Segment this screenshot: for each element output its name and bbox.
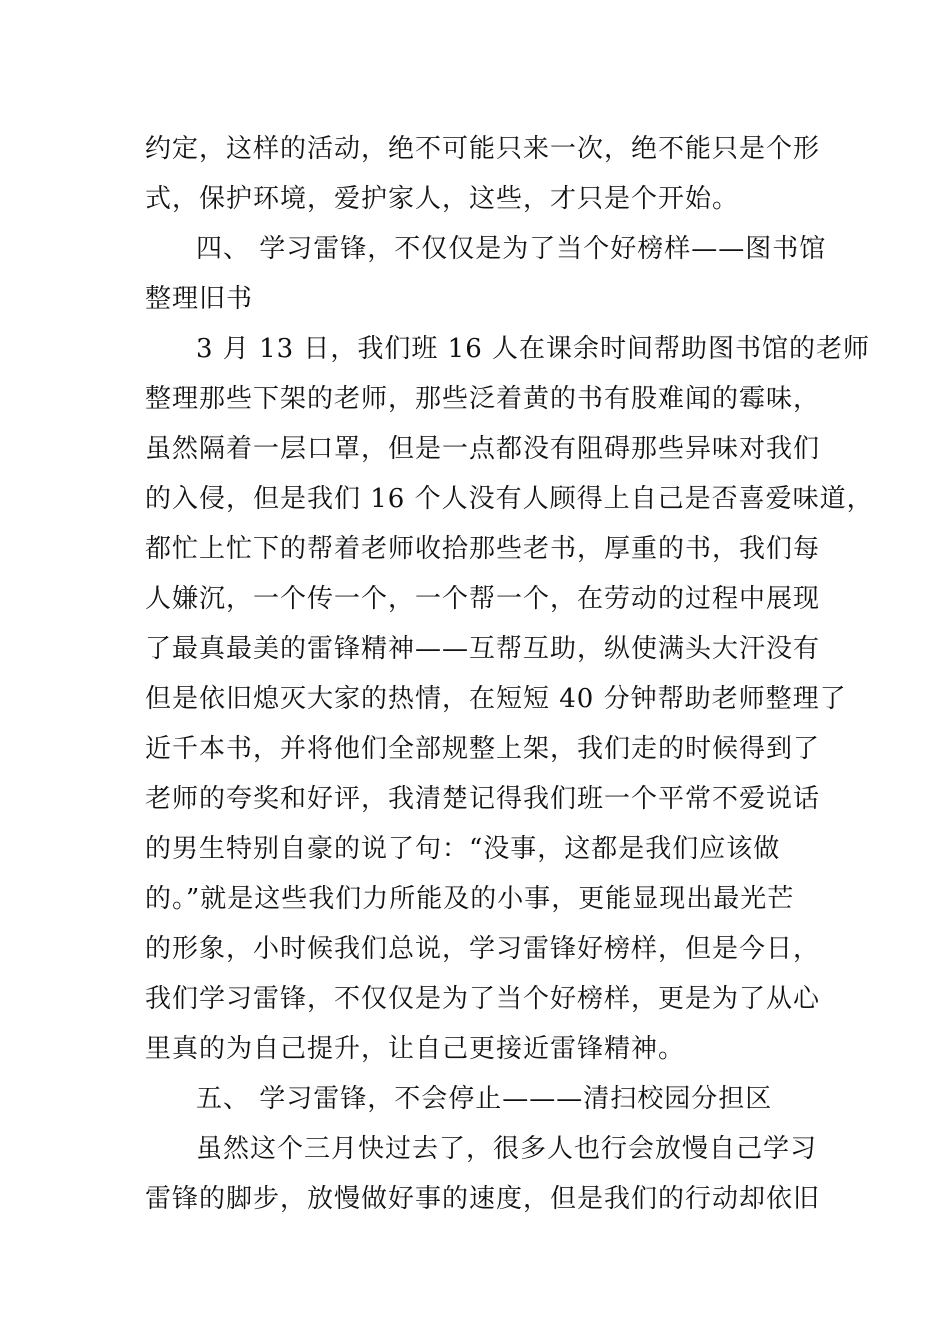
text-line: 老师的夸奖和好评，我清楚记得我们班一个平常不爱说话 bbox=[145, 784, 821, 814]
text-line: 虽然这个三月快过去了，很多人也行会放慢自己学习 bbox=[196, 1134, 818, 1164]
text-line: 式，保护环境，爱护家人，这些，才只是个开始。 bbox=[145, 184, 740, 214]
text-line: 虽然隔着一层口罩，但是一点都没有阻碍那些异味对我们 bbox=[145, 434, 821, 464]
text-line: 都忙上忙下的帮着老师收拾那些老书，厚重的书，我们每 bbox=[145, 534, 821, 564]
text-line: 里真的为自己提升，让自己更接近雷锋精神。 bbox=[145, 1034, 686, 1064]
text-line: 整理那些下架的老师，那些泛着黄的书有股难闻的霉味， bbox=[145, 384, 821, 414]
text-line: 近千本书，并将他们全部规整上架，我们走的时候得到了 bbox=[145, 734, 821, 764]
section-heading-4-cont: 整理旧书 bbox=[145, 284, 254, 314]
text-line: 我们学习雷锋，不仅仅是为了当个好榜样，更是为了从心 bbox=[145, 984, 821, 1014]
text-line: 的形象，小时候我们总说，学习雷锋好榜样，但是今日， bbox=[145, 934, 821, 964]
text-line: 雷锋的脚步，放慢做好事的速度，但是我们的行动却依旧 bbox=[145, 1184, 821, 1214]
section-heading-4: 四、 学习雷锋，不仅仅是为了当个好榜样——图书馆 bbox=[196, 234, 827, 264]
text-line: 的男生特别自豪的说了句：“没事，这都是我们应该做 bbox=[145, 834, 781, 864]
text-line: 3 月 13 日，我们班 16 人在课余时间帮助图书馆的老师 bbox=[196, 334, 871, 364]
text-line: 约定，这样的活动，绝不可能只来一次，绝不能只是个形 bbox=[145, 134, 821, 164]
section-heading-5: 五、 学习雷锋，不会停止———清扫校园分担区 bbox=[196, 1084, 773, 1114]
text-line: 的入侵，但是我们 16 个人没有人顾得上自己是否喜爱味道， bbox=[145, 484, 874, 514]
text-line: 的。”就是这些我们力所能及的小事，更能显现出最光芒 bbox=[145, 884, 795, 914]
text-line: 人嫌沉，一个传一个，一个帮一个，在劳动的过程中展现 bbox=[145, 584, 821, 614]
text-line: 但是依旧熄灭大家的热情，在短短 40 分钟帮助老师整理了 bbox=[145, 684, 847, 714]
text-line: 了最真最美的雷锋精神——互帮互助，纵使满头大汗没有 bbox=[145, 634, 821, 664]
